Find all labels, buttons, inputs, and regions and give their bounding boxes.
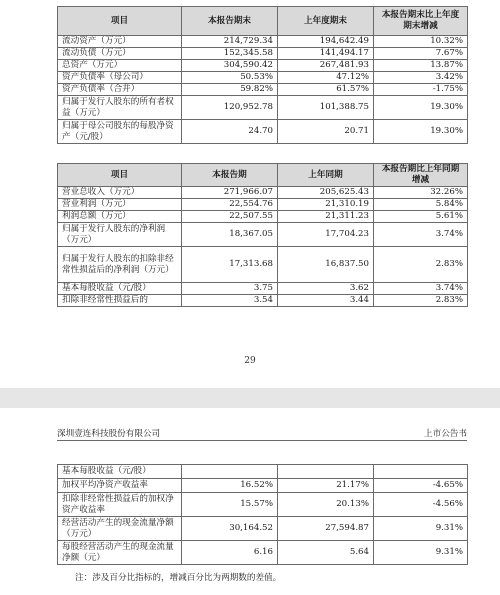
table-row bbox=[58, 72, 468, 84]
value-cell: 24.70 bbox=[182, 120, 278, 144]
column-header: 本报告期 bbox=[182, 164, 278, 187]
column-header: 本报告期比上年同期增减 bbox=[374, 164, 468, 187]
row-label-cell: 经营活动产生的现金流量净额（万元） bbox=[58, 517, 182, 541]
value-cell: 22,507.55 bbox=[182, 211, 278, 223]
table-header-row bbox=[58, 7, 468, 36]
table-row bbox=[58, 84, 468, 96]
table-row bbox=[58, 120, 468, 144]
table-row bbox=[58, 479, 468, 493]
value-cell: 214,729.34 bbox=[182, 36, 278, 48]
value-cell: 20.71 bbox=[278, 120, 374, 144]
value-cell: 5.64 bbox=[278, 541, 374, 565]
row-label-cell: 营业利润（万元） bbox=[58, 199, 182, 211]
value-cell: 13.87% bbox=[374, 60, 468, 72]
value-cell: 141,494.17 bbox=[278, 48, 374, 60]
row-label-cell: 基本每股收益（元/股） bbox=[58, 283, 182, 295]
value-cell: 3.54 bbox=[182, 295, 278, 307]
table-header-row bbox=[58, 164, 468, 187]
value-cell: 21,311.23 bbox=[278, 211, 374, 223]
column-header: 项目 bbox=[58, 164, 182, 187]
table-row bbox=[58, 493, 468, 517]
table-row bbox=[58, 187, 468, 199]
value-cell: 6.16 bbox=[182, 541, 278, 565]
value-cell: 9.31% bbox=[374, 517, 468, 541]
value-cell: 19.30% bbox=[374, 120, 468, 144]
table-row bbox=[58, 247, 468, 283]
table-row bbox=[58, 211, 468, 223]
row-label-cell: 扣除非经常性损益后的加权净资产收益率 bbox=[58, 493, 182, 517]
column-header: 本报告期末 bbox=[182, 7, 278, 36]
value-cell: 17,704.23 bbox=[278, 223, 374, 247]
value-cell: 15.57% bbox=[182, 493, 278, 517]
value-cell: 120,952.78 bbox=[182, 96, 278, 120]
income-statement-table bbox=[57, 163, 468, 307]
page-number: 29 bbox=[244, 356, 256, 366]
value-cell: 21.17% bbox=[278, 479, 374, 493]
value-cell: 194,642.49 bbox=[278, 36, 374, 48]
table-row bbox=[58, 96, 468, 120]
value-cell: 3.74% bbox=[374, 223, 468, 247]
table-row bbox=[58, 541, 468, 565]
value-cell: 3.62 bbox=[278, 283, 374, 295]
value-cell bbox=[278, 465, 374, 479]
balance-sheet-table bbox=[57, 6, 468, 144]
value-cell: 267,481.93 bbox=[278, 60, 374, 72]
value-cell bbox=[182, 465, 278, 479]
table-row bbox=[58, 48, 468, 60]
company-name: 深圳壹连科技股份有限公司 bbox=[57, 429, 161, 439]
value-cell: 3.74% bbox=[374, 283, 468, 295]
value-cell: 20.13% bbox=[278, 493, 374, 517]
value-cell: 22,554.76 bbox=[182, 199, 278, 211]
value-cell: 59.82% bbox=[182, 84, 278, 96]
document-page-2 bbox=[0, 408, 500, 595]
value-cell: 3.42% bbox=[374, 72, 468, 84]
value-cell: 3.44 bbox=[278, 295, 374, 307]
row-label-cell: 归属于母公司股东的每股净资产（元/股） bbox=[58, 120, 182, 144]
value-cell: 101,388.75 bbox=[278, 96, 374, 120]
value-cell: 61.57% bbox=[278, 84, 374, 96]
value-cell: 205,625.43 bbox=[278, 187, 374, 199]
value-cell: 2.83% bbox=[374, 247, 468, 283]
row-label-cell: 归属于发行人股东的净利润（万元） bbox=[58, 223, 182, 247]
table-row bbox=[58, 223, 468, 247]
value-cell: 27,594.87 bbox=[278, 517, 374, 541]
value-cell: 50.53% bbox=[182, 72, 278, 84]
column-header: 上年度期末 bbox=[278, 7, 374, 36]
value-cell: 47.12% bbox=[278, 72, 374, 84]
value-cell: -4.65% bbox=[374, 479, 468, 493]
value-cell: 21,310.19 bbox=[278, 199, 374, 211]
table-row bbox=[58, 60, 468, 72]
value-cell: 30,164.52 bbox=[182, 517, 278, 541]
row-label-cell: 总资产（万元） bbox=[58, 60, 182, 72]
table-row bbox=[58, 295, 468, 307]
financial-ratios-table bbox=[57, 464, 468, 565]
footnote: 注：涉及百分比指标的，增减百分比为两期数的差值。 bbox=[75, 573, 282, 583]
row-label-cell: 扣除非经常性损益后的 bbox=[58, 295, 182, 307]
column-header: 项目 bbox=[58, 7, 182, 36]
document-type: 上市公告书 bbox=[424, 429, 467, 439]
row-label-cell: 利润总额（万元） bbox=[58, 211, 182, 223]
value-cell: 17,313.68 bbox=[182, 247, 278, 283]
row-label-cell: 营业总收入（万元） bbox=[58, 187, 182, 199]
column-header: 上年同期 bbox=[278, 164, 374, 187]
value-cell bbox=[374, 465, 468, 479]
value-cell: 304,590.42 bbox=[182, 60, 278, 72]
table-row bbox=[58, 36, 468, 48]
row-label-cell: 流动负债（万元） bbox=[58, 48, 182, 60]
row-label-cell: 归属于发行人股东的所有者权益（万元） bbox=[58, 96, 182, 120]
value-cell: 7.67% bbox=[374, 48, 468, 60]
table-row bbox=[58, 465, 468, 479]
value-cell: -4.56% bbox=[374, 493, 468, 517]
value-cell: 19.30% bbox=[374, 96, 468, 120]
running-header bbox=[57, 426, 467, 441]
table-row bbox=[58, 283, 468, 295]
value-cell: -1.75% bbox=[374, 84, 468, 96]
row-label-cell: 基本每股收益（元/股） bbox=[58, 465, 182, 479]
value-cell: 9.31% bbox=[374, 541, 468, 565]
row-label-cell: 资产负债率（母公司） bbox=[58, 72, 182, 84]
value-cell: 10.32% bbox=[374, 36, 468, 48]
table-row bbox=[58, 199, 468, 211]
row-label-cell: 归属于发行人股东的扣除非经常性损益后的净利润（万元） bbox=[58, 247, 182, 283]
row-label-cell: 每股经营活动产生的现金流量净额（元） bbox=[58, 541, 182, 565]
value-cell: 5.84% bbox=[374, 199, 468, 211]
value-cell: 16,837.50 bbox=[278, 247, 374, 283]
value-cell: 271,966.07 bbox=[182, 187, 278, 199]
value-cell: 152,345.58 bbox=[182, 48, 278, 60]
value-cell: 3.75 bbox=[182, 283, 278, 295]
value-cell: 2.83% bbox=[374, 295, 468, 307]
table-row bbox=[58, 517, 468, 541]
column-header: 本报告期末比上年度期末增减 bbox=[374, 7, 468, 36]
page-separator bbox=[0, 388, 500, 408]
row-label-cell: 资产负债率（合并） bbox=[58, 84, 182, 96]
value-cell: 18,367.05 bbox=[182, 223, 278, 247]
row-label-cell: 流动资产（万元） bbox=[58, 36, 182, 48]
value-cell: 5.61% bbox=[374, 211, 468, 223]
row-label-cell: 加权平均净资产收益率 bbox=[58, 479, 182, 493]
value-cell: 32.26% bbox=[374, 187, 468, 199]
value-cell: 16.52% bbox=[182, 479, 278, 493]
